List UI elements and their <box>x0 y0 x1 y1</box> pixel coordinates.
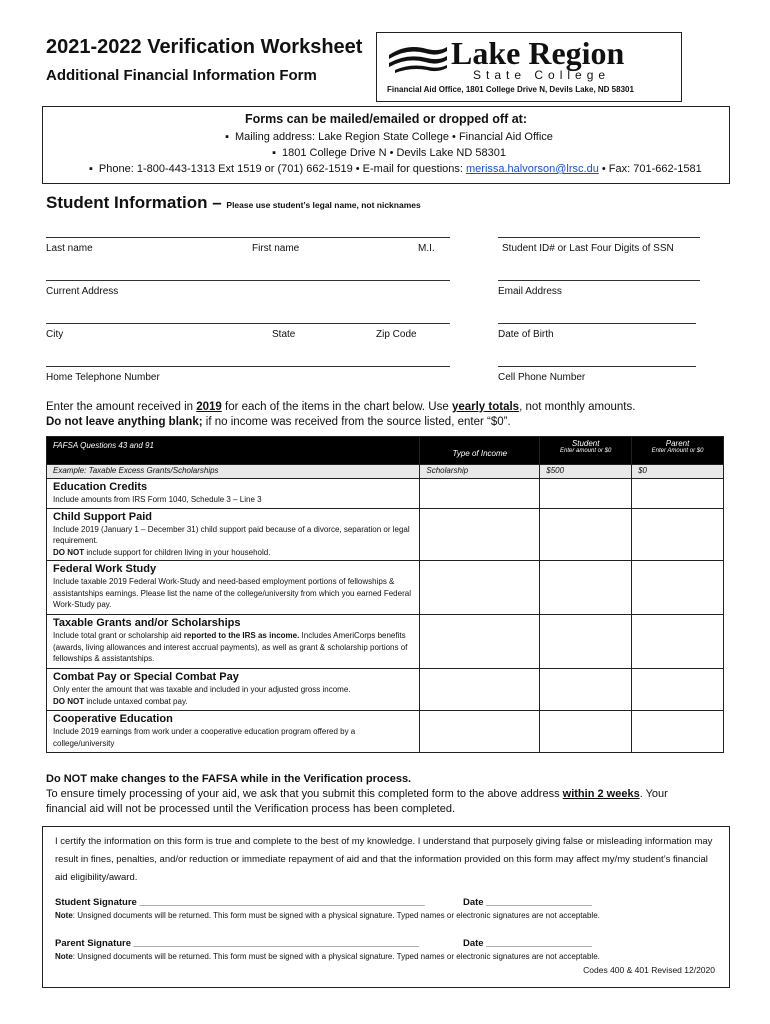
email-line[interactable] <box>498 280 700 281</box>
email-label: Email Address <box>498 286 562 297</box>
bullet-icon: ▪ <box>89 163 93 175</box>
form-codes: Codes 400 & 401 Revised 12/2020 <box>583 965 715 975</box>
item-title: Taxable Grants and/or Scholarships <box>53 617 241 629</box>
zip-label: Zip Code <box>376 329 417 340</box>
parent-amount-cell[interactable] <box>632 479 724 509</box>
home-phone-label: Home Telephone Number <box>46 372 160 383</box>
student-signature-note: Note: Unsigned documents will be returned. This form must be signed with a physical signature. Typed names or electronic signatures are not acceptable. <box>55 911 600 920</box>
example-type: Scholarship <box>420 465 540 479</box>
table-header-questions: FAFSA Questions 43 and 91 <box>47 437 420 465</box>
type-cell[interactable] <box>420 669 540 711</box>
student-info-note: Please use student’s legal name, not nicknames <box>226 200 421 210</box>
name-line[interactable] <box>46 237 450 238</box>
item-desc: Include amounts from IRS Form 1040, Schedule 3 – Line 3 <box>53 495 262 504</box>
last-name-label: Last name <box>46 243 93 254</box>
example-label: Example: Taxable Excess Grants/Scholarships <box>47 465 420 479</box>
table-header-parent: Parent Enter Amount or $0 <box>632 437 724 465</box>
dob-line[interactable] <box>498 323 696 324</box>
parent-date-line[interactable]: Date ____________________ <box>463 938 592 949</box>
example-parent: $0 <box>632 465 724 479</box>
table-row <box>47 711 724 753</box>
student-amount-cell[interactable] <box>540 479 632 509</box>
mailing-info-box <box>42 106 730 184</box>
student-date-line[interactable]: Date ____________________ <box>463 897 592 908</box>
mailing-line-1: Mailing address: Lake Region State College • Financial Aid Office <box>234 131 553 143</box>
logo-college-name: Lake Region <box>451 35 625 71</box>
parent-amount-cell[interactable] <box>632 669 724 711</box>
parent-amount-cell[interactable] <box>632 561 724 615</box>
address-line[interactable] <box>46 280 450 281</box>
mailing-line-2: 1801 College Drive N • Devils Lake ND 58301 <box>281 147 506 159</box>
form-title: 2021-2022 Verification Worksheet <box>46 36 363 58</box>
city-label: City <box>46 329 64 340</box>
item-desc: Include taxable 2019 Federal Work-Study and need-based employment portions of fellowships & assistantships earnings. Please list the name of the college/university from which you earned Federal Work-Study pay. <box>53 577 411 609</box>
certification-box <box>42 826 730 988</box>
student-info-heading: Student Information – Please use student’s legal name, not nicknames <box>46 193 421 212</box>
lake-waves-icon <box>387 41 449 75</box>
first-name-label: First name <box>252 243 300 254</box>
instructions: Enter the amount received in 2019 for each of the items in the chart below. Use yearly totals, not monthly amounts. Do not leave anything blank; if no income was received from the source listed, enter “$0”. <box>46 401 636 428</box>
type-cell[interactable] <box>420 508 540 561</box>
cell-phone-line[interactable] <box>498 366 696 367</box>
table-row: Taxable Grants and/or Scholarships Include total grant or scholarship aid reported to the IRS as income. Includes AmeriCorps benefits (awards, living allowances and interest accrual payments), as well as grant & scholarship portions of fellowships & assistantships. <box>47 615 724 669</box>
parent-signature-line[interactable]: Parent Signature ______________________________________________________ <box>55 938 419 949</box>
email-link[interactable]: merissa.halvorson@lrsc.du <box>466 163 599 175</box>
financial-aid-address: Financial Aid Office, 1801 College Drive N, Devils Lake, ND 58301 <box>387 85 634 94</box>
student-amount-cell[interactable] <box>540 669 632 711</box>
example-student: $500 <box>540 465 632 479</box>
student-id-label: Student ID# or Last Four Digits of SSN <box>502 243 674 254</box>
fax-line: • Fax: 701-662-1581 <box>601 163 702 175</box>
student-amount-cell[interactable] <box>540 561 632 615</box>
phone-line: Phone: 1-800-443-1313 Ext 1519 or (701) 662-1519 • E-mail for questions: <box>98 163 463 175</box>
table-row: Child Support Paid Include 2019 (January 1 – December 31) child support paid because of a divorce, separation or legal requirement. DO NOT include support for children living in your household. <box>47 508 724 561</box>
college-logo-box <box>376 32 682 102</box>
table-header-type: Type of Income <box>420 437 540 465</box>
certification-text: I certify the information on this form is true and complete to the best of my knowledge. I understand that purposely giving false or misleading information may result in fines, penalties, and/or reduction or immediate repayment of aid and that the information provided on this form may affect my/my student’s financial aid eligibility/award. <box>55 836 713 883</box>
student-amount-cell[interactable] <box>540 508 632 561</box>
type-cell[interactable] <box>420 479 540 509</box>
item-desc: Include 2019 (January 1 – December 31) child support paid because of a divorce, separation or legal requirement. <box>53 524 410 545</box>
parent-amount-cell[interactable] <box>632 711 724 753</box>
form-subtitle: Additional Financial Information Form <box>46 67 317 84</box>
table-row <box>47 561 724 615</box>
bullet-icon: ▪ <box>225 131 229 143</box>
student-amount-cell[interactable] <box>540 711 632 753</box>
parent-amount-cell[interactable] <box>632 615 724 669</box>
item-desc: Include 2019 earnings from work under a cooperative education program offered by a college/university <box>53 727 356 748</box>
parent-amount-cell[interactable] <box>632 508 724 561</box>
mailing-title: Forms can be mailed/emailed or dropped off at: <box>245 112 527 126</box>
home-phone-line[interactable] <box>46 366 450 367</box>
city-state-zip-line[interactable] <box>46 323 450 324</box>
logo-college-sub: State College <box>473 68 611 82</box>
item-title: Education Credits <box>53 481 148 493</box>
verification-notice: Do NOT make changes to the FAFSA while in the Verification process. To ensure timely processing of your aid, we ask that you submit this completed form to the above address within 2 weeks. Your financial aid will not be processed until the Verification process has been completed. <box>46 773 668 815</box>
dob-label: Date of Birth <box>498 329 554 340</box>
state-label: State <box>272 329 296 340</box>
item-title: Combat Pay or Special Combat Pay <box>53 671 239 683</box>
item-title: Child Support Paid <box>53 510 152 523</box>
student-id-line[interactable] <box>498 237 700 238</box>
parent-signature-note: Note: Unsigned documents will be returned. This form must be signed with a physical signature. Typed names or electronic signatures are not acceptable. <box>55 952 600 961</box>
type-cell[interactable] <box>420 561 540 615</box>
type-cell[interactable] <box>420 711 540 753</box>
table-row: Combat Pay or Special Combat Pay Only enter the amount that was taxable and included in your adjusted gross income. DO NOT include untaxed combat pay. <box>47 669 724 711</box>
income-table <box>46 436 724 753</box>
bullet-icon: ▪ <box>272 147 276 159</box>
item-title: Federal Work Study <box>53 563 157 575</box>
type-cell[interactable] <box>420 615 540 669</box>
item-desc: Only enter the amount that was taxable and included in your adjusted gross income. <box>53 685 351 694</box>
address-label: Current Address <box>46 286 119 297</box>
student-amount-cell[interactable] <box>540 615 632 669</box>
table-header-student: Student Enter amount or $0 <box>540 437 632 465</box>
item-title: Cooperative Education <box>53 713 173 725</box>
student-signature-line[interactable]: Student Signature ______________________________________________________ <box>55 897 425 908</box>
cell-phone-label: Cell Phone Number <box>498 372 586 383</box>
mi-label: M.I. <box>418 243 435 254</box>
table-row <box>47 479 724 509</box>
